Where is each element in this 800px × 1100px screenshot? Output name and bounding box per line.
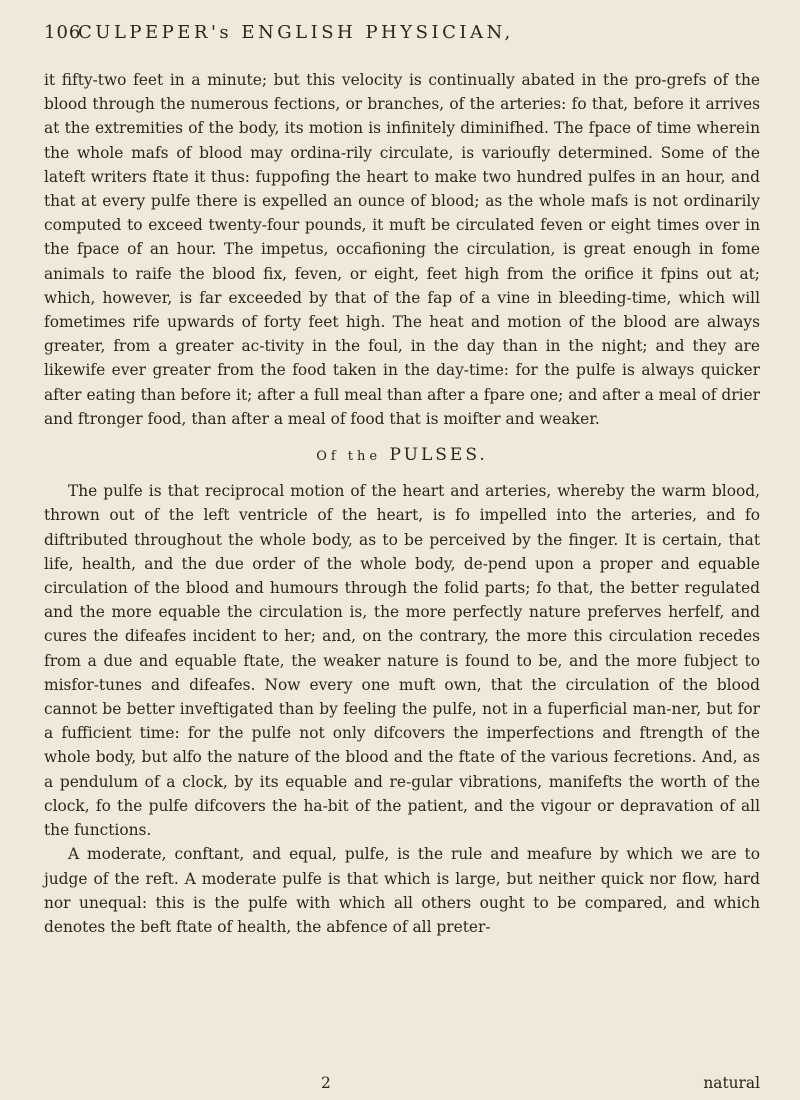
signature-mark: 2 (321, 1074, 331, 1092)
page-number: 106 (44, 22, 82, 43)
section-heading-prefix: Of the (316, 449, 382, 465)
page-body (44, 68, 760, 939)
paragraph-2: The pulfe is that reciprocal motion of the heart and arteries, whereby the warm blood, thrown out of the left ventricle of the heart, is fo impelled into the arteries, and fo diftributed throughout the whole body, as to be perceived by the finger. It is certain, that life, health, and the due order of the whole body, de-pend upon a proper and equable circulation of the blood and humours through the folid parts; fo that, the better regulated and the more equable the circulation is, the more perfectly nature preferves herfelf, and cures the difeafes incident to her; and, on the contrary, the more this circulation recedes from a due and equable ftate, the weaker nature is found to be, and the more fubject to misfor-tunes and difeafes. Now every one muft own, that the circulation of the blood cannot be better inveftigated than by feeling the pulfe, not in a fuperficial man-ner, but for a fufficient time: for the pulfe not only difcovers the imperfections and ftrength of the whole body, but alfo the nature of the blood and the ftate of the various fecretions. And, as a pendulum of a clock, by its equable and re-gular vibrations, manifefts the worth of the clock, fo the pulfe difcovers the ha-bit of the patient, and the vigour or depravation of all the functions. (44, 482, 760, 840)
running-head: CULPEPER's ENGLISH PHYSICIAN, (78, 22, 514, 43)
paragraph-1: it fifty-two feet in a minute; but this velocity is continually abated in the pro-grefs of the blood through the numerous fections, or branches, of the arteries: fo that, before it arrives at the extremities of the body, its motion is infinitely diminifhed. The fpace of time wherein the whole mafs of blood may ordina-rily circulate, is varioufly determined. Some of the lateft writers ftate it thus: fuppofing the heart to make two hundred pulfes in an hour, and that at every pulfe there is expelled an ounce of blood; as the whole mafs is not ordinarily computed to exceed twenty-four pounds, it muft be circulated feven or eight times over in the fpace of an hour. The impetus, occafioning the circulation, is great enough in fome animals to raife the blood fix, feven, or eight, feet high from the orifice it fpins out at; which, however, is far exceeded by that of the fap of a vine in bleeding-time, which will fometimes rife upwards of forty feet high. The heat and motion of the blood are always greater, from a greater ac-tivity in the foul, in the day than in the night; and they are likewife ever greater from the food taken in the day-time: for the pulfe is always quicker after eating than before it; after a full meal than after a fpare one; and after a meal of drier and ftronger food, than after a meal of food that is moifter and weaker. (44, 71, 760, 428)
page-footer (44, 1074, 760, 1098)
catchword: natural (703, 1074, 760, 1092)
section-heading (44, 443, 760, 469)
section-heading-title: PULSES. (389, 445, 488, 466)
page-header (44, 22, 760, 52)
paragraph-3: A moderate, conftant, and equal, pulfe, is the rule and meafure by which we are to judge of the reft. A moderate pulfe is that which is large, but neither quick nor flow, hard nor unequal: this is the pulfe with which all others ought to be compared, and which denotes the beft ftate of health, the abfence of all preter- (44, 845, 760, 936)
